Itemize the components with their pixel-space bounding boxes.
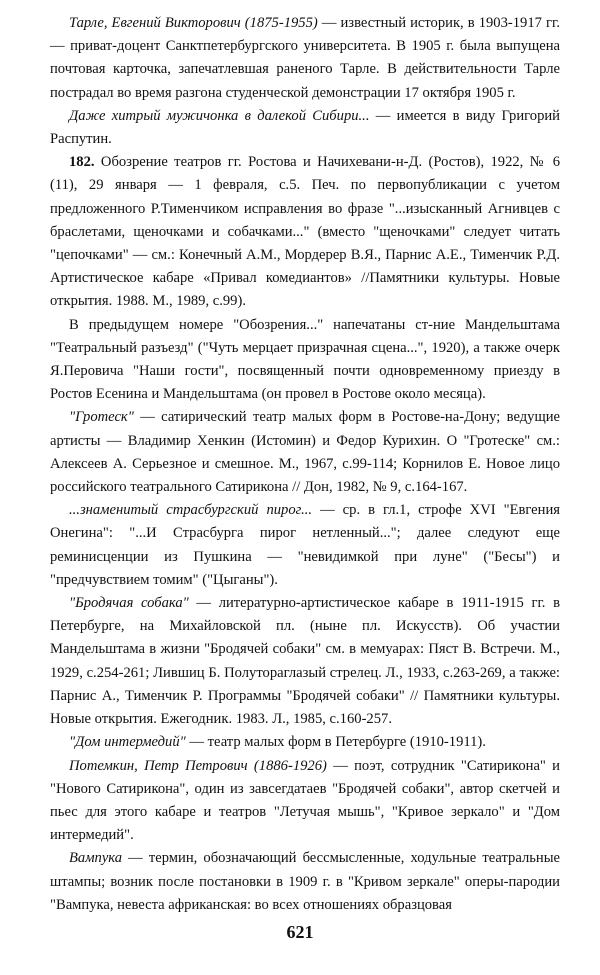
entry-pirog (50, 499, 560, 592)
entry-text: — литературно-артистическое кабаре в 1911-1915 гг. в Петербурге, на Михайловской пл. (ныне пл. Искусств). Об участии Мандельштама в жизни "Бродячей собаки" см. в мемуарах: Пяст В. Встречи. М., 1929, с.254-261; Лившиц Б. Полутораглазый стрелец. Л., 1933, с.263-269, а также: Парнис А., Тименчик Р. Программы "Бродячей собаки" // Памятники культуры. Новые открытия. Ежегодник. 1983. Л., 1985, с.160-257. (50, 595, 560, 728)
page-body (50, 12, 560, 917)
entry-text: — ср. в гл.1, строфе XVI "Евгения Онегина": "...И Страсбурга пирог нетленный..."; далее следуют еще реминисценции из Пушкина — "невидимкой при луне" ("Бесы") и "предчувствием томим" ("Цыганы"). (50, 502, 560, 588)
entry-text: — театр малых форм в Петербурге (1910-1911). (185, 734, 486, 751)
entry-text: — термин, обозначающий бессмысленные, ходульные театральные штампы; возник после постановки в 1909 г. в "Кривом зеркале" оперы-пародии "Вампука, невеста африканская: во всех отношениях образцовая (50, 850, 560, 913)
entry-182 (50, 151, 560, 313)
entry-vampuka (50, 847, 560, 917)
entry-tarle (50, 12, 560, 105)
entry-lead: "Гротеск" (69, 409, 134, 426)
entry-lead: Потемкин, Петр Петрович (1886-1926) (69, 757, 327, 774)
entry-text: — сатирический театр малых форм в Ростове-на-Дону; ведущие артисты — Владимир Хенкин (Истомин) и Федор Курихин. О "Гротеске" см.: Алексеев А. Серьезное и смешное. М., 1967, с.99-114; Корнилов Е. Новое лицо российского театрального Сатирикона // Дон, 1982, № 9, с.164-167. (50, 409, 560, 496)
entry-dom-intermediy (50, 731, 560, 754)
entry-text: В предыдущем номере "Обозрения..." напечатаны ст-ние Мандельштама "Театральный разъезд" ("Чуть мерцает призрачная сцена...", 1920), а также очерк Я.Перовича "Наши гости", посвященный почти одновременному приезду в Ростов Есенина и Мандельштама (он провел в Ростове около месяца). (50, 316, 560, 403)
entry-lead: Вампука (69, 850, 123, 867)
entry-text: Обозрение театров гг. Ростова и Начихевани-н-Д. (Ростов), 1922, № 6 (11), 29 января — 1 февраля, с.5. Печ. по первопубликации с учетом предложенного Р.Тименчиком исправления во фразе "...изысканный Агнивцев с браслетами, щеночками и собачками..." (вместо "щеночками" следует читать "цепочками" — см.: Конечный А.М., Мордерер В.Я., Парнис А.Е., Тименчик Р.Д. Артистическое кабаре «Привал комедиантов» //Памятники культуры. Новые открытия. 1988. М., 1989, с.99). (50, 154, 560, 310)
entry-text: — поэт, сотрудник "Сатирикона" и "Нового Сатирикона", один из завсегдатаев "Бродячей собаки", автор скетчей и пьес для этого кабаре и театров "Летучая мышь", "Кривое зеркало" и "Дом интермедий". (50, 757, 560, 844)
entry-grotesk (50, 406, 560, 499)
entry-potemkin (50, 755, 560, 848)
entry-lead: "Дом интермедий" (69, 734, 186, 751)
entry-text: — известный историк, в 1903-1917 гг.— приват-доцент Санктпетербургского университета. В 1905 г. была выпущена почтовая карточка, запечатлевшая раненого Тарле. В действительности Тарле пострадал во время разгона студенческой демонстрации 17 октября 1905 г. (50, 15, 560, 101)
entry-mujichonka (50, 105, 560, 151)
entry-number: 182. (69, 154, 95, 171)
entry-text: — имеется в виду Григорий Распутин. (50, 107, 560, 148)
entry-lead: ...знаменитый страсбургский пирог... (69, 502, 313, 519)
entry-lead: "Бродячая собака" (69, 595, 189, 612)
entry-brodyachaya-sobaka (50, 592, 560, 731)
entry-obozrenie (50, 314, 560, 407)
entry-lead: Тарле, Евгений Викторович (1875-1955) (69, 15, 318, 31)
page-number: 621 (286, 922, 314, 942)
entry-lead: Даже хитрый мужичонка в далекой Сибири... (69, 107, 370, 124)
